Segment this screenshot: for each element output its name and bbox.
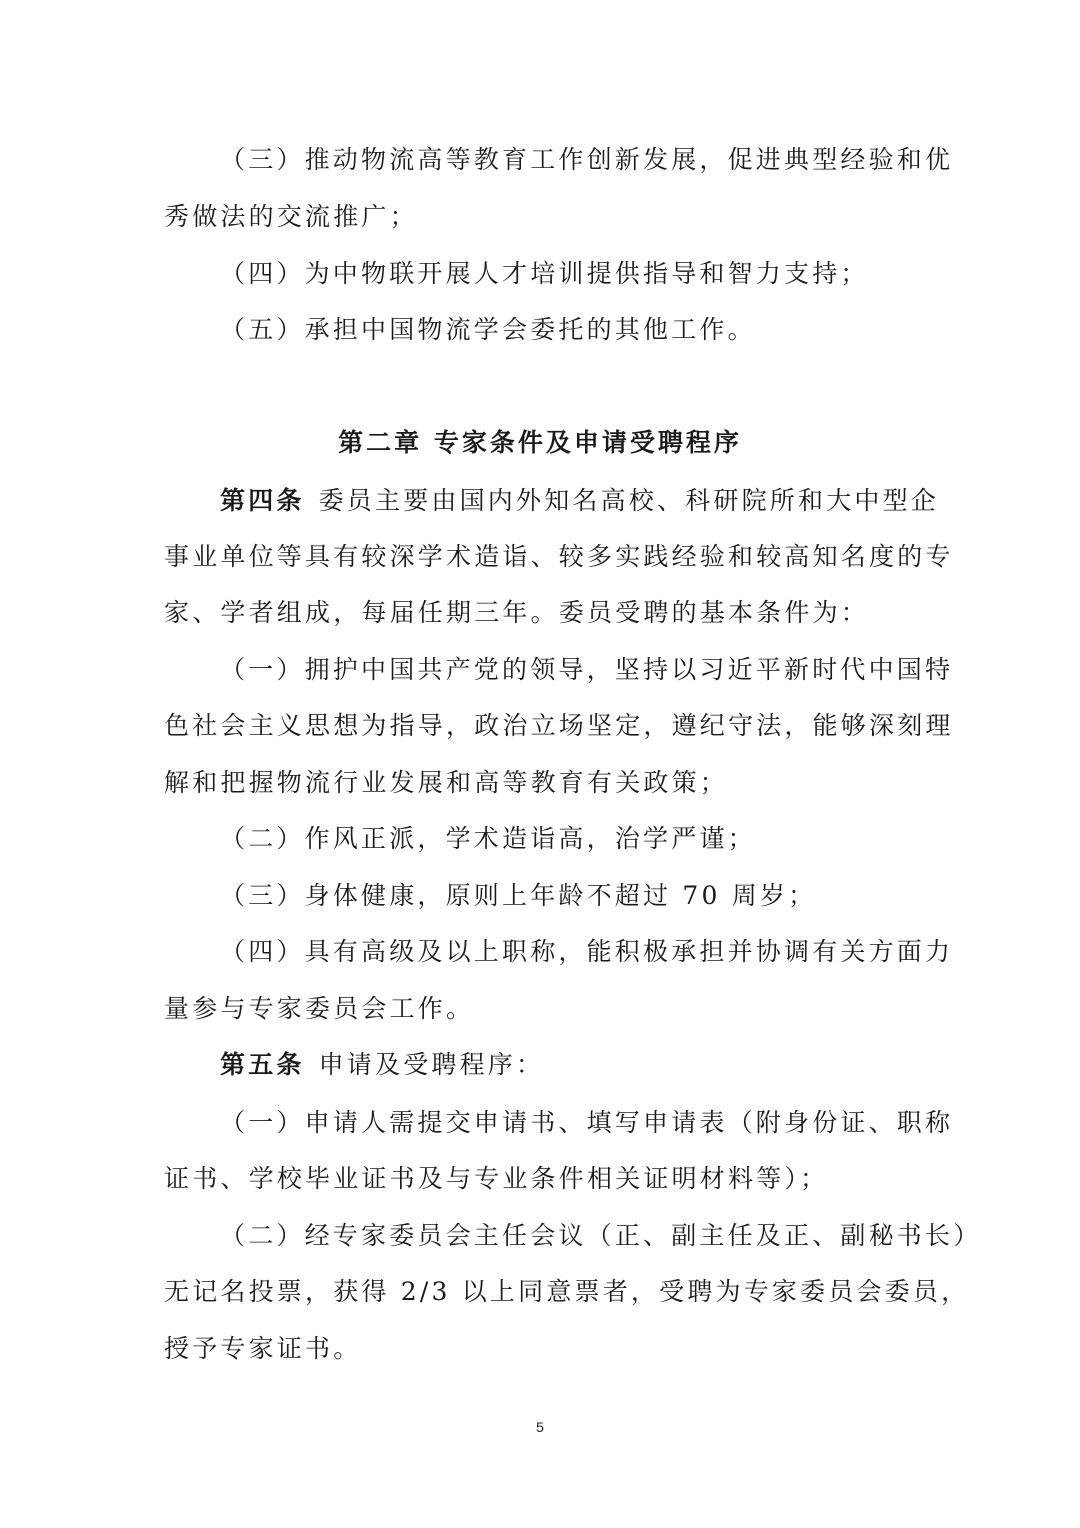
article-4-label: 第四条	[220, 486, 305, 515]
paragraph-line: 证书、学校毕业证书及与专业条件相关证明材料等）；	[164, 1164, 829, 1193]
paragraph-line: 色社会主义思想为指导，政治立场坚定，遵纪守法，能够深刻理	[164, 711, 954, 740]
paragraph-line: （二）作风正派，学术造诣高，治学严谨；	[220, 824, 756, 853]
page-number: 5	[536, 1419, 544, 1435]
paragraph-line: 无记名投票，获得 2/3 以上同意票者，受聘为专家委员会委员，	[164, 1277, 970, 1306]
article-5-label: 第五条	[220, 1050, 305, 1079]
paragraph-line: （三）推动物流高等教育工作创新发展，促进典型经验和优	[220, 145, 954, 174]
paragraph-line: （二）经专家委员会主任会议（正、副主任及正、副秘书长）	[220, 1221, 982, 1250]
paragraph-line: （三）身体健康，原则上年龄不超过 70 周岁；	[220, 881, 817, 910]
paragraph-line: （一）拥护中国共产党的领导，坚持以习近平新时代中国特	[220, 655, 954, 684]
paragraph-line: 授予专家证书。	[164, 1334, 362, 1363]
article-5-text: 申请及受聘程序：	[318, 1050, 545, 1079]
paragraph-line: （四）为中物联开展人才培训提供指导和智力支持；	[220, 259, 869, 288]
article-4-text: 委员主要由国内外知名高校、科研院所和大中型企	[318, 486, 940, 515]
paragraph-line: 事业单位等具有较深学术造诣、较多实践经验和较高知名度的专	[164, 542, 954, 571]
paragraph-line: （四）具有高级及以上职称，能积极承担并协调有关方面力	[220, 937, 954, 966]
article-4-line	[0, 484, 1080, 518]
paragraph-line: 解和把握物流行业发展和高等教育有关政策；	[164, 768, 729, 797]
article-5-line	[0, 1048, 1080, 1082]
paragraph-line: 秀做法的交流推广；	[164, 202, 418, 231]
paragraph-line: （一）申请人需提交申请书、填写申请表（附身份证、职称	[220, 1108, 954, 1137]
paragraph-line: （五）承担中国物流学会委托的其他工作。	[220, 315, 756, 344]
paragraph-line: 家、学者组成，每届任期三年。委员受聘的基本条件为：	[164, 598, 870, 627]
chapter-heading: 第二章 专家条件及申请受聘程序	[338, 428, 742, 457]
paragraph-line: 量参与专家委员会工作。	[164, 994, 475, 1023]
